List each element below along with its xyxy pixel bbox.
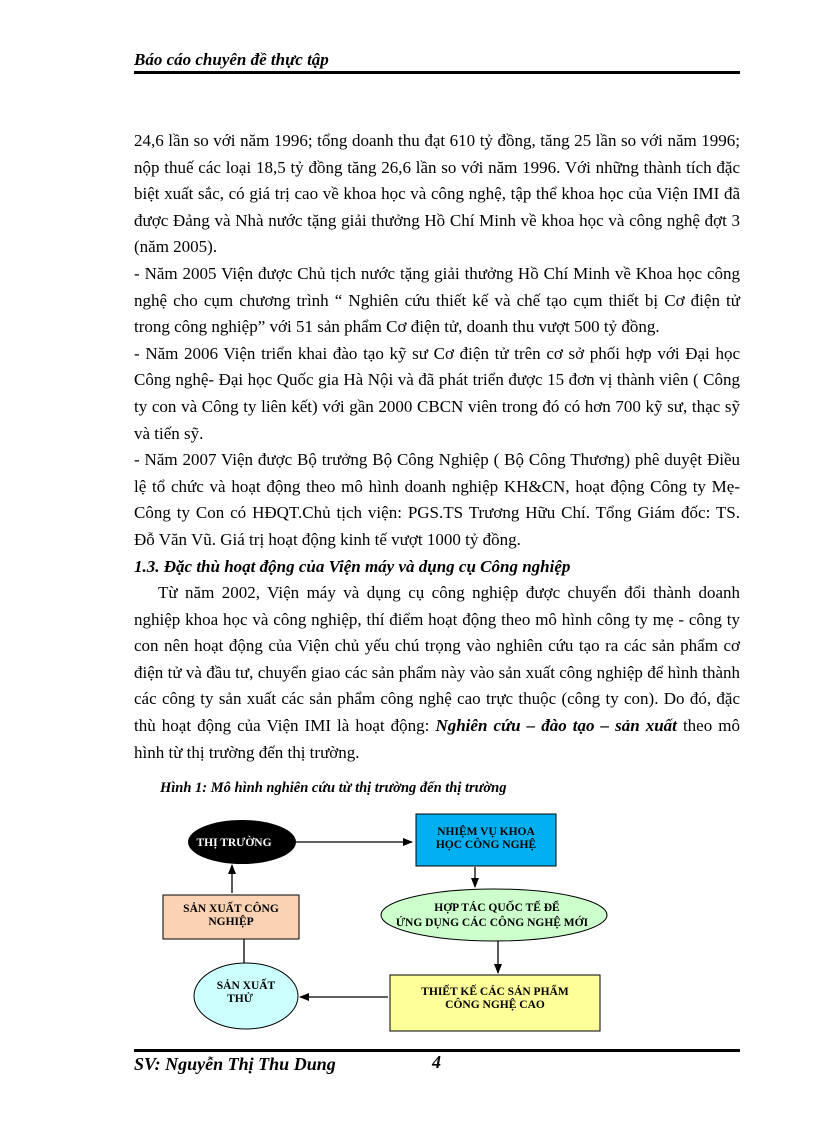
node-international-cooperation — [381, 889, 607, 941]
header-rule — [134, 71, 740, 74]
node-industrial-production — [163, 895, 299, 939]
node-trial-production — [194, 963, 298, 1029]
node-trial-production-label-2: THỬ — [227, 993, 253, 1005]
paragraph-5 — [134, 580, 740, 766]
node-trial-production-label-1: SẢN XUẤT — [216, 980, 276, 992]
section-heading: 1.3. Đặc thù hoạt động của Viện máy và dụng cụ Công nghiệp — [134, 556, 571, 576]
body-text — [134, 128, 740, 766]
paragraph-5-start: Từ năm 2002, Viện máy và dụng cụ công nghiệp được chuyển đổi thành doanh nghiệp khoa học và công nghiệp, thí điểm hoạt động theo mô hình công ty mẹ - công ty con nên hoạt động của Viện chủ yếu chú trọng vào nghiên cứu tạo ra các sản phẩm cơ điện tử và đầu tư, chuyển giao các sản phẩm này vào sản xuất công nghiệp để hình thành các công ty sản xuất các sản phẩm công nghệ cao trực thuộc (công ty con). Do đó, đặc thù hoạt động của Viện IMI là hoạt động: — [134, 583, 740, 736]
node-international-cooperation-label-2: ỨNG DỤNG CÁC CÔNG NGHỆ MỚI — [395, 917, 589, 929]
node-science-task-label-1: NHIỆM VỤ KHOA — [437, 826, 535, 838]
paragraph-4: - Năm 2007 Viện được Bộ trưởng Bộ Công Nghiệp ( Bộ Công Thương) phê duyệt Điều lệ tổ chức và hoạt động theo mô hình doanh nghiệp KH&CN, hoạt động Công ty Mẹ- Công ty Con có HĐQT.Chủ tịch viện: PGS.TS Trương Hữu Chí. Tổng Giám đốc: TS. Đỗ Văn Vũ. Giá trị hoạt động kinh tế vượt 1000 tỷ đồng. — [134, 450, 740, 549]
node-science-task — [416, 814, 556, 866]
node-science-task-label-2: HỌC CÔNG NGHỆ — [435, 839, 537, 851]
figure-caption: Hình 1: Mô hình nghiên cứu từ thị trường đến thị trường — [160, 780, 507, 796]
paragraph-1: 24,6 lần so với năm 1996; tổng doanh thu đạt 610 tỷ đồng, tăng 25 lần so với năm 1996; nộp thuế các loại 18,5 tỷ đồng tăng 26,6 lần so với năm 1996. Với những thành tích đặc biệt xuất sắc, có giá trị cao về khoa học và công nghệ, tập thể khoa học của Viện IMI đã được Đảng và Nhà nước tặng giải thưởng Hồ Chí Minh về khoa học và công nghệ đợt 3 (năm 2005). — [134, 131, 740, 257]
page-number: 4 — [432, 1052, 441, 1072]
node-product-design-label-1: THIẾT KẾ CÁC SẢN PHẨM — [421, 986, 569, 998]
node-product-design — [390, 975, 600, 1031]
node-market-label: THỊ TRƯỜNG — [196, 837, 272, 849]
node-international-cooperation-shape — [381, 889, 607, 941]
node-market — [188, 820, 296, 864]
node-industrial-production-label-2: NGHIỆP — [208, 916, 254, 928]
paragraph-5-emphasis: Nghiên cứu – đào tạo – sản xuất — [435, 716, 677, 736]
footer-student-name: SV: Nguyễn Thị Thu Dung — [134, 1054, 336, 1074]
flow-diagram — [134, 805, 624, 1035]
paragraph-2: - Năm 2005 Viện được Chủ tịch nước tặng giải thưởng Hồ Chí Minh về Khoa học công nghệ cho cụm chương trình “ Nghiên cứu thiết kế và chế tạo cụm thiết bị Cơ điện tử trong công nghiệp” với 51 sản phẩm Cơ điện tử, doanh thu vượt 500 tỷ đồng. — [134, 263, 740, 337]
paragraph-5-end: theo mô hình từ thị trường đến thị trường. — [134, 716, 740, 762]
header-title: Báo cáo chuyên đề thực tập — [134, 50, 329, 69]
node-industrial-production-label-1: SẢN XUẤT CÔNG — [183, 903, 279, 915]
node-international-cooperation-label-1: HỢP TÁC QUỐC TẾ ĐỂ — [434, 902, 560, 914]
node-product-design-label-2: CÔNG NGHỆ CAO — [445, 999, 545, 1011]
paragraph-3: - Năm 2006 Viện triển khai đào tạo kỹ sư Cơ điện tử trên cơ sở phối hợp với Đại học Công nghệ- Đại học Quốc gia Hà Nội và đã phát triển được 15 đơn vị thành viên ( Công ty con và Công ty liên kết) với gần 2000 CBCN viên trong đó có hơn 700 kỹ sư, thạc sỹ và tiến sỹ. — [134, 343, 740, 443]
